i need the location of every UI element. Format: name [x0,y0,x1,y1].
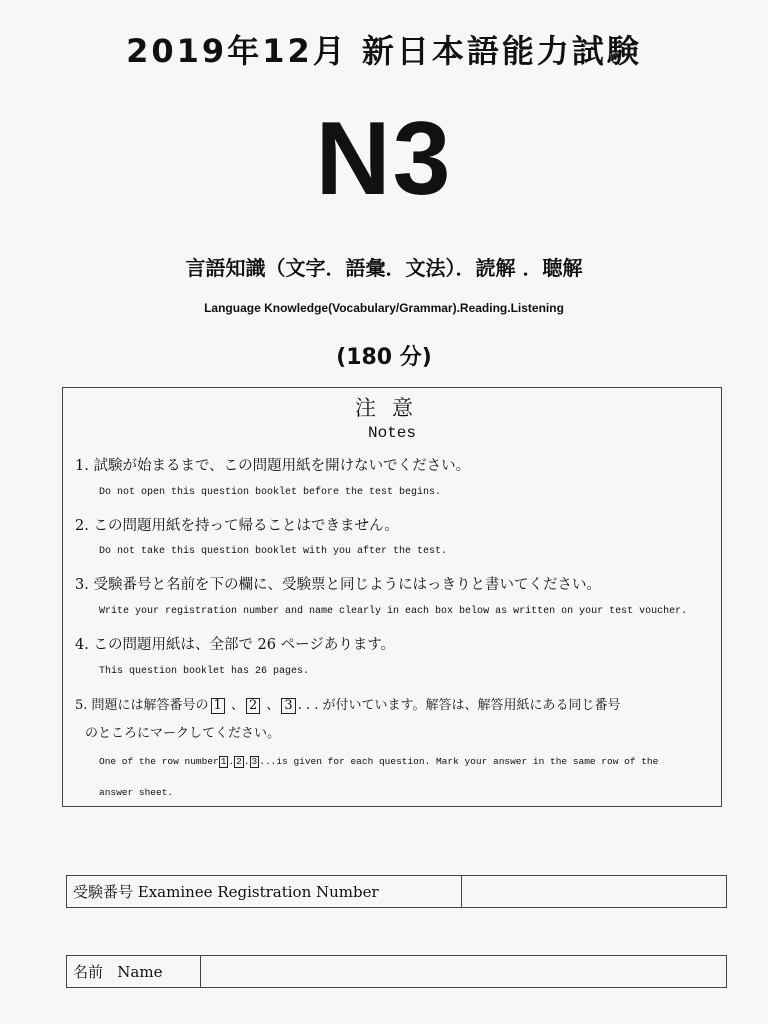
note-2-english: Do not take this question booklet with you after the test. [99,546,448,557]
page-title: 2019年12月 新日本語能力試験 [126,32,642,70]
note-4-japanese: 4. この問題用紙は、全部で 26 ページあります。 [75,637,396,653]
note-5-suffix: . . . が付いています。解答は、解答用紙にある同じ番号 [297,698,621,713]
note-5-prefix: 5. 問題には解答番号の [75,698,209,713]
note-5-english-line2: answer sheet. [99,787,174,798]
name-field [66,955,727,988]
answer-number-box: 3 [281,698,295,714]
answer-number-box: 3 [251,756,258,767]
answer-number-box: 1 [211,698,225,714]
registration-number-label: 受験番号 Examinee Registration Number [67,876,462,907]
note-1-english: Do not open this question booklet before the test begins. [99,487,442,498]
registration-number-field [66,875,727,908]
note-5-english: One of the row number 1 . 2 . 3 ...is given for each question. Mark your answer in the same row of the [99,756,659,767]
name-label: 名前 Name [67,956,201,987]
subtitle-english: Language Knowledge(Vocabulary/Grammar).Reading.Listening [204,301,564,315]
answer-number-box: 1 [220,756,227,767]
note-2-japanese: 2. この問題用紙を持って帰ることはできません。 [75,518,399,534]
notes-heading-japanese: 注意 [355,396,429,420]
note-5-separator: 、 [230,698,244,713]
note-5-separator: 、 [266,698,280,713]
note-3-japanese: 3. 受験番号と名前を下の欄に、受験票と同じようにはっきりと書いてください。 [75,577,601,593]
note-5-en-prefix: One of the row number [99,756,219,767]
level-heading: N3 [315,101,453,217]
note-5-japanese-line2: のところにマークしてください。 [85,726,281,741]
notes-heading-english: Notes [367,424,416,442]
answer-number-box: 2 [236,756,242,767]
note-3-english: Write your registration number and name clearly in each box below as written on your test voucher. [99,606,688,617]
answer-number-box: 2 [246,698,260,714]
duration: (180 分) [336,345,432,370]
subtitle-japanese: 言語知識（文字．語彙．文法）．読解 ．聴解 [185,256,583,280]
note-5-en-suffix: ...is given for each question. Mark your answer in the same row of the [259,756,659,767]
name-input[interactable] [201,956,726,987]
registration-number-input[interactable] [462,876,726,907]
notes-box [62,387,722,807]
note-1-japanese: 1. 試験が始まるまで、この問題用紙を開けないでください。 [75,458,471,474]
note-4-english: This question booklet has 26 pages. [99,666,310,677]
note-5-japanese [75,694,620,714]
